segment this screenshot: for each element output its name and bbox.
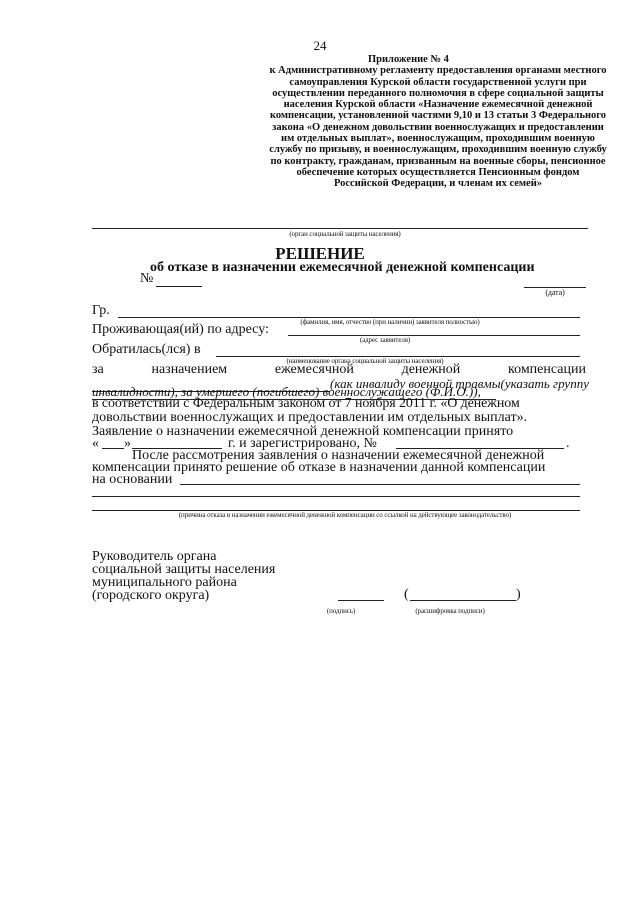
page-number: 24 xyxy=(313,38,327,53)
p3-line-a: Заявление о назначении ежемесячной денежной компенсации принято xyxy=(92,424,514,439)
number-label: № xyxy=(140,271,154,286)
decode-caption: (расшифровка подписи) xyxy=(415,607,485,615)
sig-line-2: социальной защиты населения xyxy=(92,562,276,577)
address-caption: (адрес заявителя) xyxy=(359,336,411,344)
p1-word: компенсации xyxy=(508,362,586,377)
p3-day-line xyxy=(102,448,124,449)
gr-caption: (фамилия, имя, отчество (при наличии) заявителя полностью) xyxy=(300,318,480,326)
appendix-title: Приложение № 4 xyxy=(368,54,449,65)
p3-end: . xyxy=(566,436,570,451)
p1-word: денежной xyxy=(401,362,461,377)
p2-line-a: в соответствии с Федеральным законом от 7 ноября 2011 г. «О денежном xyxy=(92,396,520,411)
p3-quote-close: » xyxy=(124,436,131,451)
p1-italic-a: (как инвалиду военной травмы(указать группу xyxy=(330,376,589,391)
applied-caption: (наименование органа социальной защиты населения) xyxy=(286,357,444,365)
sig-line-4: (городского округа) xyxy=(92,588,210,603)
document-subtitle: об отказе в назначении ежемесячной денежной компенсации xyxy=(150,260,535,275)
p1-italic-b: инвалидности), за умершего (погибшего) военнослужащего (Ф.И.О.)), xyxy=(92,384,481,399)
sig-line-3: муниципального района xyxy=(92,575,237,590)
signature-line xyxy=(338,600,384,601)
appendix-text: к Административному регламенту предоставления органами местного самоуправления Курской области государственной услуги при осуществлении переданного полномочия в сфере социальной защиты населения Курской области «Назначение ежемесячной денежной компенсации, установленной частями 9,10 и 13 статьи 3 Федерального закона «О денежном довольствии военнослужащих и предоставлении им отдельных выплат», военнослужащим, проходившим военную службу по призыву, и военнослужащим, проходившим военную службу по контракту, гражданам, призванным на военные сборы, пенсионное обеспечение которых осуществляется Пенсионным фондом Российской Федерации, и членам их семей» xyxy=(269,65,607,190)
p1-word: ежемесячной xyxy=(274,362,354,377)
date-caption: (дата) xyxy=(545,288,565,297)
reason-line-2 xyxy=(92,496,580,497)
document-title: РЕШЕНИЕ xyxy=(275,244,365,263)
p2-line-b: довольствии военнослужащих и предоставлении им отдельных выплат». xyxy=(92,410,528,425)
paren-open: ( xyxy=(404,587,409,602)
sign-caption: (подпись) xyxy=(326,607,356,615)
p4-line-b: компенсации принято решение об отказе в назначении данной компенсации xyxy=(92,460,546,475)
p1-word: назначением xyxy=(151,362,228,377)
paren-close: ) xyxy=(516,587,521,602)
applied-label: Обратилась(лся) в xyxy=(92,342,201,357)
appendix-block xyxy=(268,54,608,190)
decode-line xyxy=(410,600,516,601)
reason-line-1 xyxy=(180,484,580,485)
sig-line-1: Руководитель органа xyxy=(92,549,217,564)
reason-caption: (причина отказа в назначении ежемесячной денежной компенсации со ссылкой на действующее законодательство) xyxy=(178,511,512,519)
p1-word: за xyxy=(92,362,104,377)
address-label: Проживающая(ий) по адресу: xyxy=(92,322,269,337)
number-line xyxy=(156,286,202,287)
gr-label: Гр. xyxy=(92,303,110,318)
p4-line-c: на основании xyxy=(92,472,173,487)
p3-year-text: г. и зарегистрировано, № xyxy=(228,436,377,451)
org-caption: (орган социальной защиты населения) xyxy=(289,230,401,238)
p3-quote-open: « xyxy=(92,436,99,451)
p4-line-a: После рассмотрения заявления о назначении ежемесячной денежной xyxy=(132,448,545,463)
org-line xyxy=(92,228,588,229)
